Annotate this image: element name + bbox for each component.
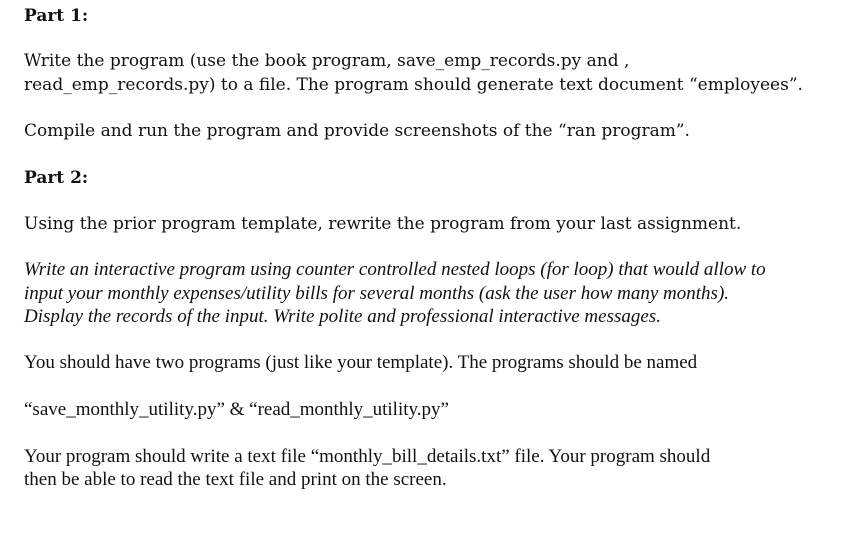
part-2-heading: Part 2: (24, 168, 89, 188)
part-1-compile-instruction: Compile and run the program and provide screenshots of the “ran program”. (24, 121, 690, 141)
assignment-description-line-1: Write an interactive program using counter controlled nested loops (for loop) that would allow to (24, 259, 766, 280)
final-paragraph-line-1: Your program should write a text file “monthly_bill_details.txt” file. Your program should (24, 446, 711, 467)
part-2-intro: Using the prior program template, rewrite the program from your last assignment. (24, 214, 742, 234)
assignment-description-line-2: input your monthly expenses/utility bills for several months (ask the user how many months). (24, 283, 730, 304)
two-programs-note: You should have two programs (just like your template). The programs should be named (24, 352, 698, 373)
assignment-description-line-3: Display the records of the input. Write polite and professional interactive messages. (24, 306, 661, 327)
final-paragraph-line-2: then be able to read the text file and print on the screen. (24, 469, 447, 490)
part-1-heading: Part 1: (24, 6, 89, 26)
program-file-names: “save_monthly_utility.py” & “read_monthly_utility.py” (24, 399, 449, 420)
part-1-paragraph-line-1: Write the program (use the book program, save_emp_records.py and , (24, 51, 630, 71)
part-1-paragraph-line-2: read_emp_records.py) to a file. The program should generate text document “employees”. (24, 75, 803, 95)
